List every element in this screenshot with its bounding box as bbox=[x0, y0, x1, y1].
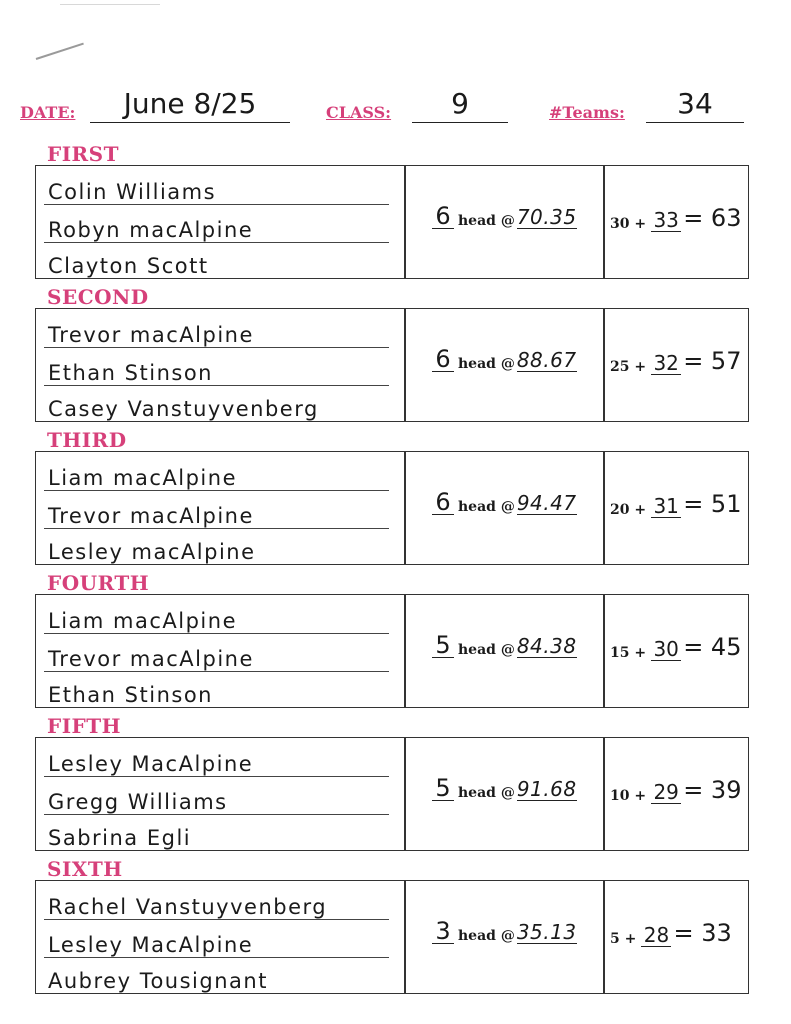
placing-box bbox=[35, 880, 749, 994]
head-count: 6 bbox=[432, 204, 454, 229]
team-member-name: Ethan Stinson bbox=[48, 683, 213, 707]
head-at-label: head @ bbox=[458, 642, 515, 658]
column-divider bbox=[404, 452, 406, 564]
name-rule bbox=[44, 242, 389, 243]
bonus-points: 31 bbox=[651, 495, 681, 518]
name-rule bbox=[44, 528, 389, 529]
head-count-field bbox=[432, 633, 602, 663]
base-points: 25 + bbox=[610, 359, 647, 375]
team-member-name: Casey Vanstuyvenberg bbox=[48, 397, 319, 421]
name-rule bbox=[44, 633, 389, 634]
bonus-points: 29 bbox=[651, 781, 681, 804]
head-price: 94.47 bbox=[516, 491, 577, 515]
class-label: CLASS: bbox=[326, 103, 392, 122]
team-member-name: Liam macAlpine bbox=[48, 609, 237, 633]
head-price: 35.13 bbox=[516, 920, 577, 944]
total-points: = 39 bbox=[683, 776, 742, 804]
placing-box bbox=[35, 165, 749, 279]
bonus-points: 30 bbox=[651, 638, 681, 661]
base-points: 20 + bbox=[610, 502, 647, 518]
date-value: June 8/25 bbox=[90, 88, 290, 123]
column-divider bbox=[603, 881, 605, 993]
head-price: 84.38 bbox=[516, 634, 577, 658]
placing-title: FOURTH bbox=[47, 571, 150, 595]
total-points: = 45 bbox=[683, 633, 742, 661]
team-member-name: Rachel Vanstuyvenberg bbox=[48, 895, 328, 919]
head-count: 5 bbox=[432, 633, 454, 658]
head-price: 91.68 bbox=[516, 777, 577, 801]
teams-value: 34 bbox=[646, 88, 744, 123]
placing-box bbox=[35, 451, 749, 565]
teams-label: #Teams: bbox=[549, 103, 625, 122]
team-member-name: Gregg Williams bbox=[48, 790, 228, 814]
placing-box bbox=[35, 308, 749, 422]
bonus-points: 28 bbox=[641, 924, 671, 947]
head-at-label: head @ bbox=[458, 356, 515, 372]
team-member-name: Colin Williams bbox=[48, 180, 217, 204]
team-member-name: Lesley MacAlpine bbox=[48, 933, 254, 957]
points-field bbox=[610, 490, 750, 520]
team-member-name: Ethan Stinson bbox=[48, 361, 213, 385]
head-count: 3 bbox=[432, 919, 454, 944]
base-points: 10 + bbox=[610, 788, 647, 804]
name-rule bbox=[44, 347, 389, 348]
form-header bbox=[20, 88, 780, 128]
points-field bbox=[610, 347, 750, 377]
points-field bbox=[610, 776, 750, 806]
head-at-label: head @ bbox=[458, 928, 515, 944]
head-count: 5 bbox=[432, 776, 454, 801]
team-member-name: Trevor macAlpine bbox=[48, 323, 254, 347]
head-price: 88.67 bbox=[516, 348, 577, 372]
team-member-name: Trevor macAlpine bbox=[48, 647, 254, 671]
total-points: = 63 bbox=[683, 204, 742, 232]
column-divider bbox=[404, 595, 406, 707]
date-label: DATE: bbox=[20, 103, 76, 122]
team-member-name: Robyn macAlpine bbox=[48, 218, 254, 242]
head-count-field bbox=[432, 919, 602, 949]
points-field bbox=[610, 919, 750, 949]
column-divider bbox=[603, 595, 605, 707]
name-rule bbox=[44, 490, 389, 491]
head-count-field bbox=[432, 204, 602, 234]
team-member-name: Trevor macAlpine bbox=[48, 504, 254, 528]
class-value: 9 bbox=[412, 88, 508, 123]
placing-title: FIRST bbox=[47, 142, 120, 166]
bonus-points: 32 bbox=[651, 352, 681, 375]
name-rule bbox=[44, 385, 389, 386]
name-rule bbox=[44, 919, 389, 920]
column-divider bbox=[404, 309, 406, 421]
column-divider bbox=[603, 309, 605, 421]
team-member-name: Lesley MacAlpine bbox=[48, 752, 254, 776]
points-field bbox=[610, 204, 750, 234]
team-member-name: Aubrey Tousignant bbox=[48, 969, 268, 993]
column-divider bbox=[603, 166, 605, 278]
name-rule bbox=[44, 671, 389, 672]
head-count-field bbox=[432, 347, 602, 377]
placing-box bbox=[35, 594, 749, 708]
name-rule bbox=[44, 814, 389, 815]
base-points: 30 + bbox=[610, 216, 647, 232]
team-member-name: Liam macAlpine bbox=[48, 466, 237, 490]
placing-title: SIXTH bbox=[47, 857, 123, 881]
column-divider bbox=[603, 738, 605, 850]
points-field bbox=[610, 633, 750, 663]
placing-box bbox=[35, 737, 749, 851]
placing-title: THIRD bbox=[47, 428, 127, 452]
head-price: 70.35 bbox=[516, 205, 577, 229]
head-count: 6 bbox=[432, 347, 454, 372]
total-points: = 51 bbox=[683, 490, 742, 518]
head-count-field bbox=[432, 776, 602, 806]
name-rule bbox=[44, 957, 389, 958]
head-count-field bbox=[432, 490, 602, 520]
head-at-label: head @ bbox=[458, 213, 515, 229]
total-points: = 57 bbox=[683, 347, 742, 375]
column-divider bbox=[404, 738, 406, 850]
total-points: = 33 bbox=[673, 919, 732, 947]
page-edge-mark bbox=[60, 4, 160, 5]
head-at-label: head @ bbox=[458, 785, 515, 801]
name-rule bbox=[44, 776, 389, 777]
pencil-scuff-mark bbox=[36, 43, 84, 60]
team-member-name: Lesley macAlpine bbox=[48, 540, 256, 564]
column-divider bbox=[404, 881, 406, 993]
name-rule bbox=[44, 204, 389, 205]
column-divider bbox=[603, 452, 605, 564]
column-divider bbox=[404, 166, 406, 278]
team-member-name: Clayton Scott bbox=[48, 254, 209, 278]
bonus-points: 33 bbox=[651, 209, 681, 232]
team-member-name: Sabrina Egli bbox=[48, 826, 192, 850]
base-points: 5 + bbox=[610, 931, 637, 947]
placing-title: FIFTH bbox=[47, 714, 122, 738]
head-count: 6 bbox=[432, 490, 454, 515]
head-at-label: head @ bbox=[458, 499, 515, 515]
placing-title: SECOND bbox=[47, 285, 149, 309]
base-points: 15 + bbox=[610, 645, 647, 661]
